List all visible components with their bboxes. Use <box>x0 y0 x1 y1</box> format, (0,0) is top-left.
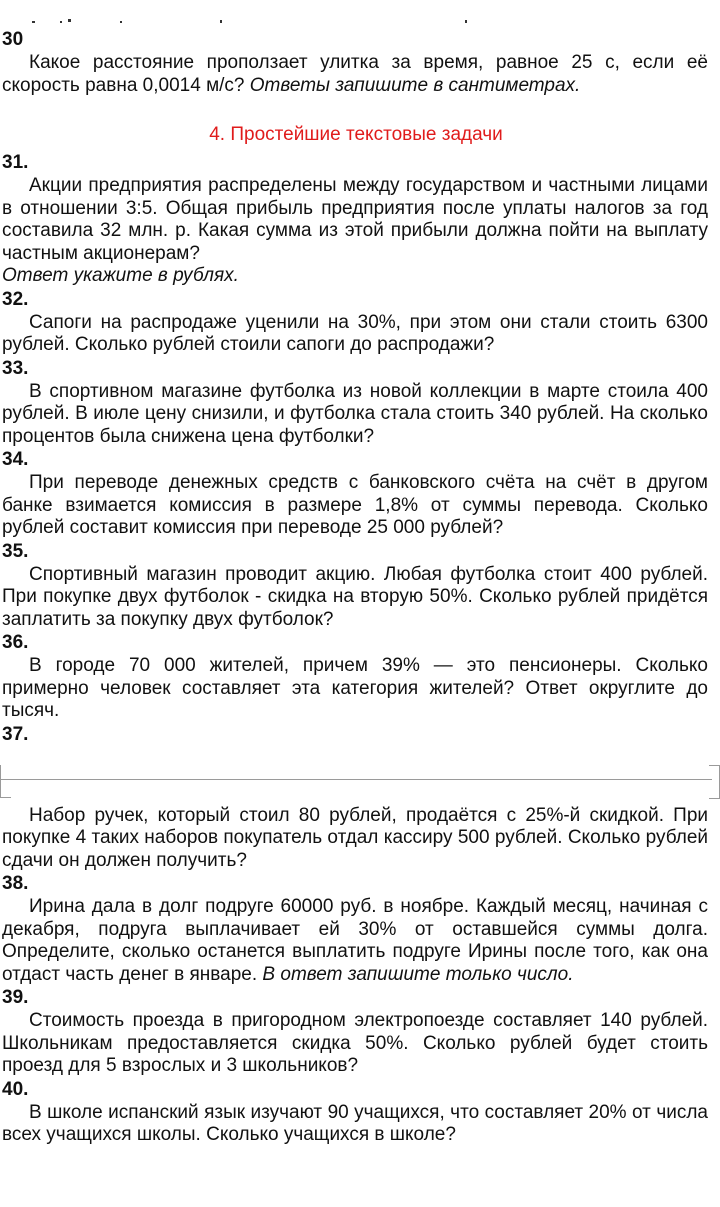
problem-number: 32. <box>2 288 29 310</box>
problem-text: В спортивном магазине футболка из новой коллекции в марте стоила 400 рублей. В июле цену снизили, и футболка стала стоить 340 рублей. На сколько процентов была снижена цена футболки? <box>2 380 708 447</box>
page-corner-mark <box>0 765 11 798</box>
problem-number: 30 <box>2 29 24 50</box>
problem-number: 40. <box>2 1078 29 1100</box>
section-title: 4. Простейшие текстовые задачи <box>209 124 503 145</box>
problem-text: Какое расстояние проползает улитка за время, равное 25 с, если её скорость равна 0,0014 м/с? Ответы запишите в сантиметрах. <box>2 52 708 96</box>
problem-number: 35. <box>2 540 29 562</box>
problem-text: Набор ручек, который стоил 80 рублей, продаётся с 25%-й скидкой. При покупке 4 таких наборов покупатель отдал кассиру 500 рублей. Сколько рублей сдачи он должен получить? <box>2 804 708 871</box>
problem-text: При переводе денежных средств с банковского счёта на счёт в другом банке взимается комиссия в размере 1,8% от суммы перевода. Сколько рублей составит комиссия при переводе 25 000 рублей? <box>2 472 708 538</box>
problem-text: Спортивный магазин проводит акцию. Любая футболка стоит 400 рублей. При покупке двух футболок - скидка на вторую 50%. Сколько рублей придётся заплатить за покупку двух футболок? <box>2 563 708 630</box>
problem-text: Ирина дала в долг подруге 60000 руб. в ноябре. Каждый месяц, начиная с декабря, подруга выплачивает ей 30% от оставшейся суммы долга. Определите, сколько останется выплатить подруге Ирины после того, как она отдаст часть денег в январе. В ответ запишите только число. <box>2 896 708 985</box>
problem-number: 38. <box>2 873 29 894</box>
problem-number: 34. <box>2 449 29 470</box>
answer-instruction: В ответ запишите только число. <box>262 963 574 985</box>
page-corner-mark <box>709 765 720 799</box>
problem-text: В школе испанский язык изучают 90 учащихся, что составляет 20% от числа всех учащихся школы. Сколько учащихся в школе? <box>2 1101 708 1145</box>
problem-number: 31. <box>2 152 29 173</box>
problem-number: 33. <box>2 357 29 379</box>
problem-text: Сапоги на распродаже уценили на 30%, при этом они стали стоить 6300 рублей. Сколько рублей стоили сапоги до распродажи? <box>2 311 708 355</box>
problem-document <box>0 28 712 1147</box>
page-divider <box>0 779 712 780</box>
problem-text: Стоимость проезда в пригородном электропоезде составляет 140 рублей. Школьникам предоставляется скидка 50%. Сколько рублей будет стоить проезд для 5 взрослых и 3 школьников? <box>2 1010 708 1076</box>
page-break <box>0 747 712 805</box>
problem-text: Акции предприятия распределены между государством и частными лицами в отношении 3:5. Общая прибыль предприятия после уплаты налогов за год составила 32 млн. р. Какая сумма из этой прибыли должна пойти на выплату частным акционерам? <box>2 175 708 264</box>
problem-number: 39. <box>2 987 29 1008</box>
problem-number: 37. <box>2 723 29 745</box>
problem-text: В городе 70 000 жителей, причем 39% — это пенсионеры. Сколько примерно человек составляет эта категория жителей? Ответ округлите до тысяч. <box>2 655 708 721</box>
answer-instruction: Ответ укажите в рублях. <box>2 265 239 286</box>
answer-instruction: Ответы запишите в сантиметрах. <box>249 74 581 96</box>
problem-number: 36. <box>2 632 29 653</box>
cropped-text-remnant <box>0 0 720 30</box>
